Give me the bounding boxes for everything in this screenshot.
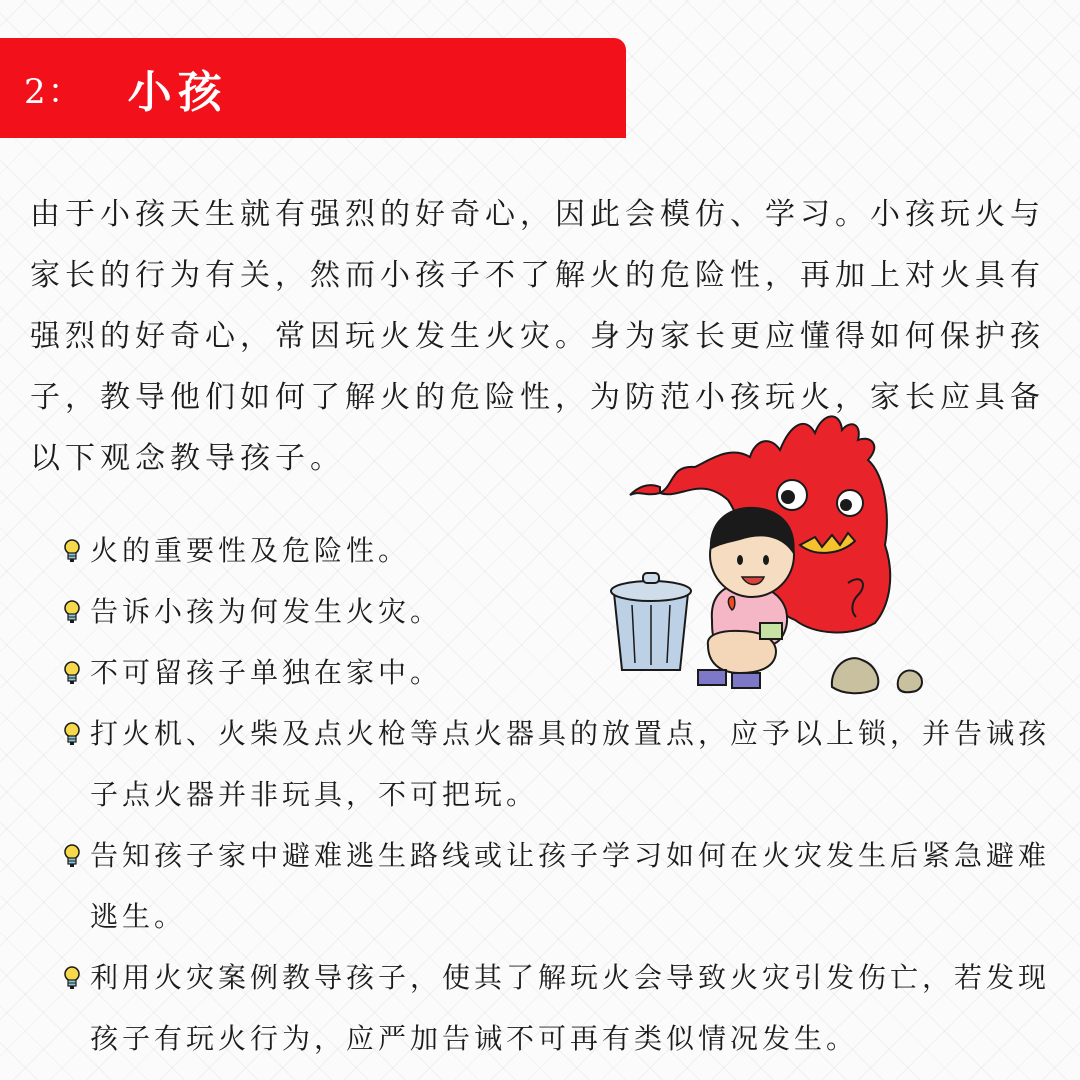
list-item — [62, 825, 1052, 947]
tips-list — [62, 520, 1052, 1069]
tip-text: 火的重要性及危险性。 — [90, 534, 411, 567]
lightbulb-icon — [62, 703, 90, 764]
tip-text: 利用火灾案例教导孩子，使其了解玩火会导致火灾引发伤亡，若发现孩子有玩火行为，应严加告诫不可再有类似情况发生。 — [90, 961, 1051, 1055]
tip-text: 告知孩子家中避难逃生路线或让孩子学习如何在火灾发生后紧急避难逃生。 — [90, 839, 1051, 933]
section-number: 2： — [24, 71, 84, 112]
lightbulb-icon — [62, 642, 90, 703]
tip-text: 不可留孩子单独在家中。 — [90, 656, 443, 689]
list-item — [62, 947, 1052, 1069]
section-header — [0, 38, 626, 138]
lightbulb-icon — [62, 825, 90, 886]
tip-text: 打火机、火柴及点火枪等点火器具的放置点，应予以上锁，并告诫孩子点火器并非玩具，不可把玩。 — [90, 717, 1051, 811]
intro-paragraph: 由于小孩天生就有强烈的好奇心，因此会模仿、学习。小孩玩火与家长的行为有关，然而小孩子不了解火的危险性，再加上对火具有强烈的好奇心，常因玩火发生火灾。身为家长更应懂得如何保护孩子，教导他们如何了解火的危险性，为防范小孩玩火，家长应具备以下观念教导孩子。 — [30, 197, 1045, 476]
list-item — [62, 703, 1052, 825]
tip-text: 告诉小孩为何发生火灾。 — [90, 595, 443, 628]
lightbulb-icon — [62, 581, 90, 642]
section-title: 小孩 — [127, 67, 228, 118]
list-item — [62, 581, 1052, 642]
lightbulb-icon — [62, 520, 90, 581]
lightbulb-icon — [62, 947, 90, 1008]
list-item — [62, 642, 1052, 703]
list-item — [62, 520, 1052, 581]
